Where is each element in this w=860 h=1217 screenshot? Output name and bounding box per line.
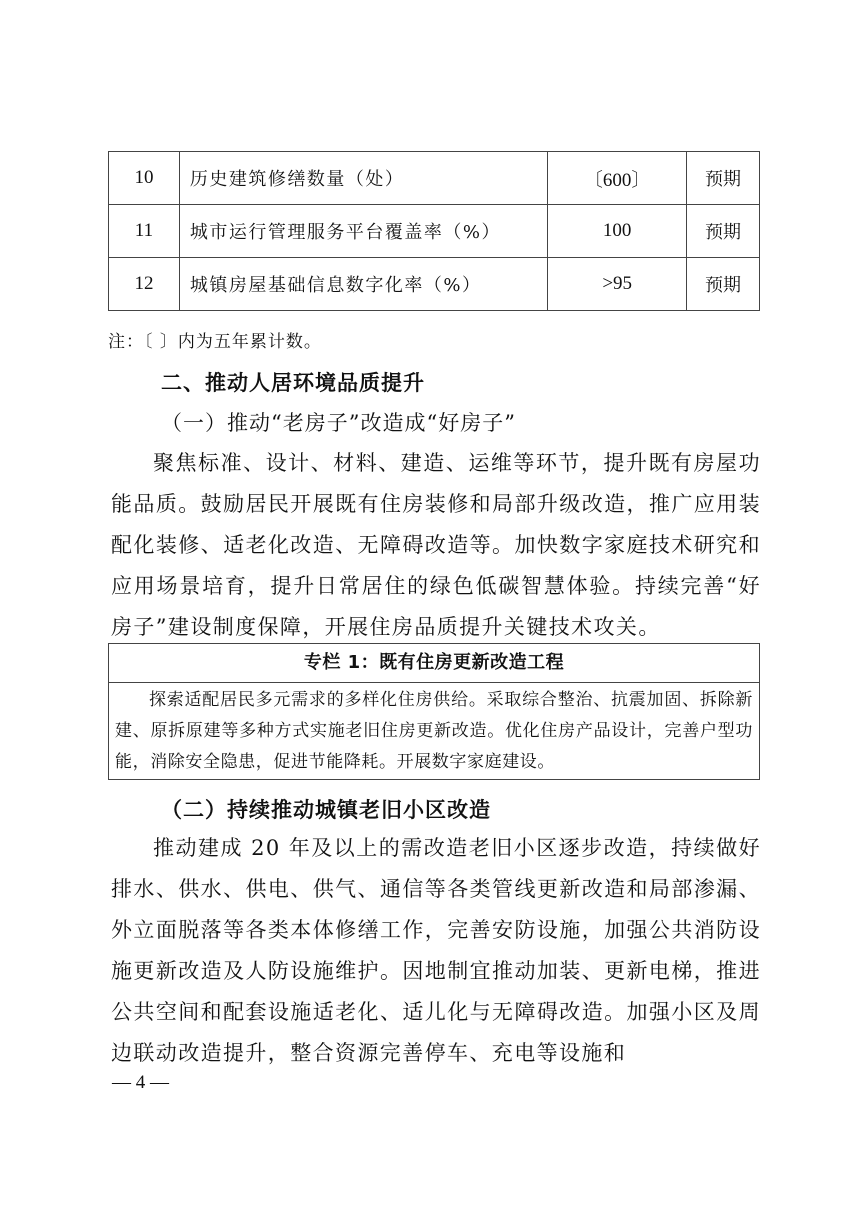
indicator-name: 城镇房屋基础信息数字化率（%）: [179, 258, 547, 311]
box-title: 专栏 1：既有住房更新改造工程: [109, 644, 759, 683]
row-index: 11: [109, 205, 180, 258]
body-paragraph: 聚焦标准、设计、材料、建造、运维等环节，提升既有房屋功能品质。鼓励居民开展既有住房装修和局部升级改造，推广应用装配化装修、适老化改造、无障碍改造等。加快数字家庭技术研究和应用场景培育，提升日常居住的绿色低碳智慧体验。持续完善“好房子”建设制度保障，开展住房品质提升关键技术攻关。: [111, 451, 761, 639]
indicator-name: 历史建筑修缮数量（处）: [179, 152, 547, 205]
indicator-table: [108, 151, 760, 311]
indicator-value: >95: [548, 258, 687, 311]
feature-box: [108, 643, 760, 780]
table-row: [109, 205, 760, 258]
box-body: 探索适配居民多元需求的多样化住房供给。采取综合整治、抗震加固、拆除新建、原拆原建等多种方式实施老旧住房更新改造。优化住房产品设计，完善户型功能，消除安全隐患，促进节能降耗。开展数字家庭建设。: [115, 690, 753, 772]
subsection-heading: （二）持续推动城镇老旧小区改造: [161, 798, 491, 822]
indicator-type: 预期: [687, 258, 760, 311]
indicator-type: 预期: [687, 152, 760, 205]
page-number: — 4 —: [112, 1072, 169, 1093]
table-row: [109, 258, 760, 311]
section-heading: 二、推动人居环境品质提升: [161, 371, 425, 395]
body-paragraph: 推动建成 20 年及以上的需改造老旧小区逐步改造，持续做好排水、供水、供电、供气、通信等各类管线更新改造和局部渗漏、外立面脱落等各类本体修缮工作，完善安防设施，加强公共消防设施更新改造及人防设施维护。因地制宜推动加装、更新电梯，推进公共空间和配套设施适老化、适儿化与无障碍改造。加强小区及周边联动改造提升，整合资源完善停车、充电等设施和: [111, 836, 761, 1065]
indicator-value: 100: [548, 205, 687, 258]
indicator-value: 〔600〕: [548, 152, 687, 205]
subsection-heading: （一）推动“老房子”改造成“好房子”: [161, 411, 516, 435]
indicator-name: 城市运行管理服务平台覆盖率（%）: [179, 205, 547, 258]
row-index: 12: [109, 258, 180, 311]
row-index: 10: [109, 152, 180, 205]
indicator-type: 预期: [687, 205, 760, 258]
table-note: 注：〔 〕内为五年累计数。: [108, 332, 322, 352]
table-row: [109, 152, 760, 205]
